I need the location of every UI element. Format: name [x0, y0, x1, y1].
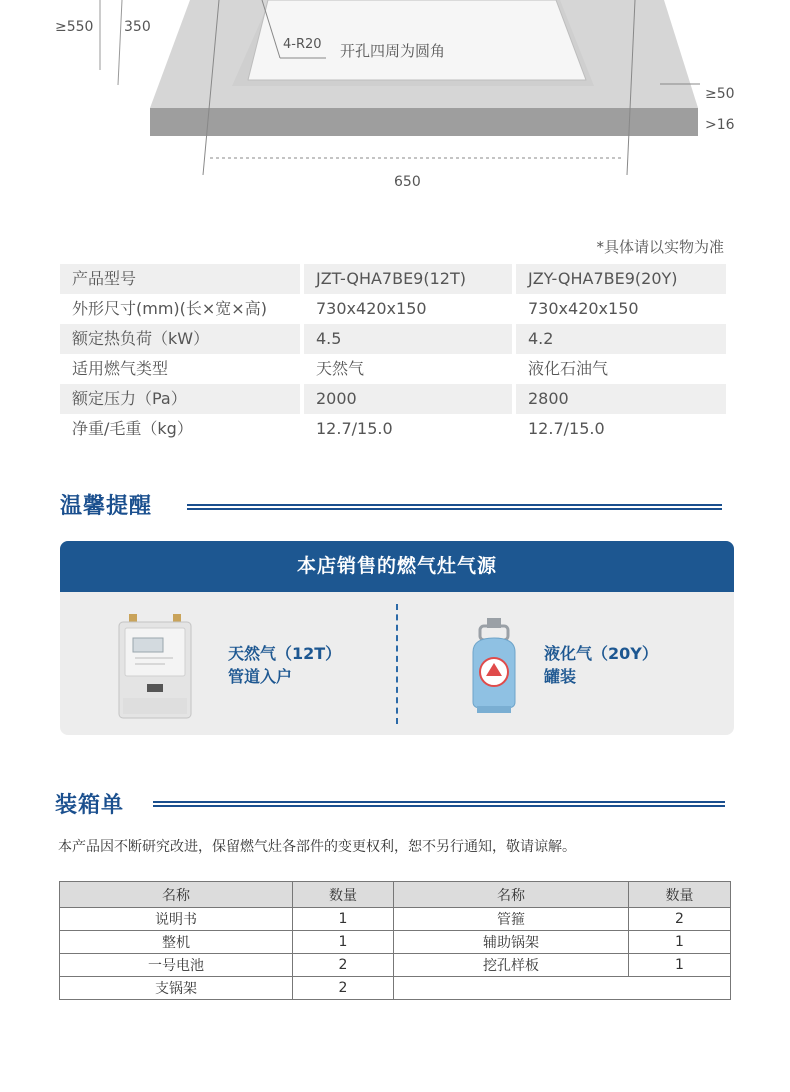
packing-list-title-rule [153, 801, 725, 807]
spec-label: 额定热负荷（kW） [60, 324, 300, 354]
spec-row [60, 264, 730, 294]
table-row [60, 931, 731, 954]
spec-row [60, 324, 730, 354]
spec-row [60, 294, 730, 324]
gas-source-card [60, 541, 734, 735]
spec-value-20y: JZY-QHA7BE9(20Y) [516, 264, 726, 294]
gas-cylinder-icon [467, 618, 521, 714]
spec-value-12t: 天然气 [316, 359, 365, 378]
item-name: 管箍 [394, 908, 629, 931]
spec-label: 净重/毛重（kg） [72, 419, 193, 438]
header-qty: 数量 [293, 882, 394, 908]
spec-row [60, 354, 730, 384]
reminder-title: 温馨提醒 [60, 494, 153, 519]
gas-meter-icon [115, 614, 195, 720]
item-qty: 1 [293, 908, 394, 931]
corner-radius-label: 4-R20 [283, 37, 322, 52]
natural-gas-text [228, 642, 341, 688]
item-qty: 2 [629, 908, 731, 931]
countertop-cutout-illustration [0, 0, 790, 200]
dim-bottom: 650 [394, 174, 421, 190]
item-qty: 1 [293, 931, 394, 954]
header-name: 名称 [60, 882, 293, 908]
item-qty: 2 [293, 977, 394, 1000]
spec-disclaimer: *具体请以实物为准 [596, 238, 724, 256]
spec-value-12t: 4.5 [304, 324, 512, 354]
item-qty: 2 [293, 954, 394, 977]
gas-source-card-body [60, 592, 734, 735]
spec-row [60, 414, 730, 444]
spec-label: 产品型号 [60, 264, 300, 294]
spec-value-20y: 2800 [516, 384, 726, 414]
item-name: 一号电池 [60, 954, 293, 977]
dim-left-inner: 350 [124, 19, 151, 35]
spec-value-20y: 12.7/15.0 [528, 419, 605, 438]
reminder-title-rule [187, 504, 722, 510]
natural-gas-supply: 管道入户 [228, 667, 293, 686]
table-row [60, 908, 731, 931]
item-qty: 1 [629, 954, 731, 977]
spec-value-12t: 2000 [304, 384, 512, 414]
installation-cutout-diagram [0, 0, 790, 200]
packing-table [59, 881, 731, 1000]
gas-source-divider [396, 604, 398, 724]
spec-value-20y: 4.2 [516, 324, 726, 354]
dim-right-bottom: >16 [705, 117, 735, 133]
item-name: 说明书 [60, 908, 293, 931]
packing-table-header [60, 882, 731, 908]
corner-note: 开孔四周为圆角 [340, 42, 446, 60]
spec-value-20y: 液化石油气 [528, 359, 609, 378]
item-name: 辅助锅架 [394, 931, 629, 954]
item-name: 挖孔样板 [394, 954, 629, 977]
spec-label: 适用燃气类型 [72, 359, 169, 378]
header-name: 名称 [394, 882, 629, 908]
packing-list-title: 装箱单 [55, 793, 125, 818]
lpg-text [544, 642, 658, 688]
spec-value-12t: JZT-QHA7BE9(12T) [304, 264, 512, 294]
spec-label: 外形尺寸(mm)(长×宽×高) [72, 299, 267, 318]
natural-gas-label: 天然气（12T） [228, 644, 342, 663]
lpg-supply: 罐装 [544, 667, 577, 686]
item-name: 整机 [60, 931, 293, 954]
lpg-label: 液化气（20Y） [544, 644, 658, 663]
spec-table [60, 264, 730, 444]
item-qty: 1 [629, 931, 731, 954]
spec-value-20y: 730x420x150 [528, 299, 639, 318]
item-name: 支锅架 [60, 977, 293, 1000]
dim-right-top: ≥50 [705, 86, 735, 102]
spec-label: 额定压力（Pa） [60, 384, 300, 414]
table-row [60, 954, 731, 977]
empty-cell [394, 977, 731, 1000]
table-row [60, 977, 731, 1000]
gas-source-card-title: 本店销售的燃气灶气源 [60, 541, 734, 592]
header-qty: 数量 [629, 882, 731, 908]
packing-note: 本产品因不断研究改进，保留燃气灶各部件的变更权利，恕不另行通知，敬请谅解。 [58, 839, 576, 855]
spec-value-12t: 12.7/15.0 [316, 419, 393, 438]
dim-left-outer: ≥550 [55, 19, 94, 35]
spec-value-12t: 730x420x150 [316, 299, 427, 318]
spec-row [60, 384, 730, 414]
